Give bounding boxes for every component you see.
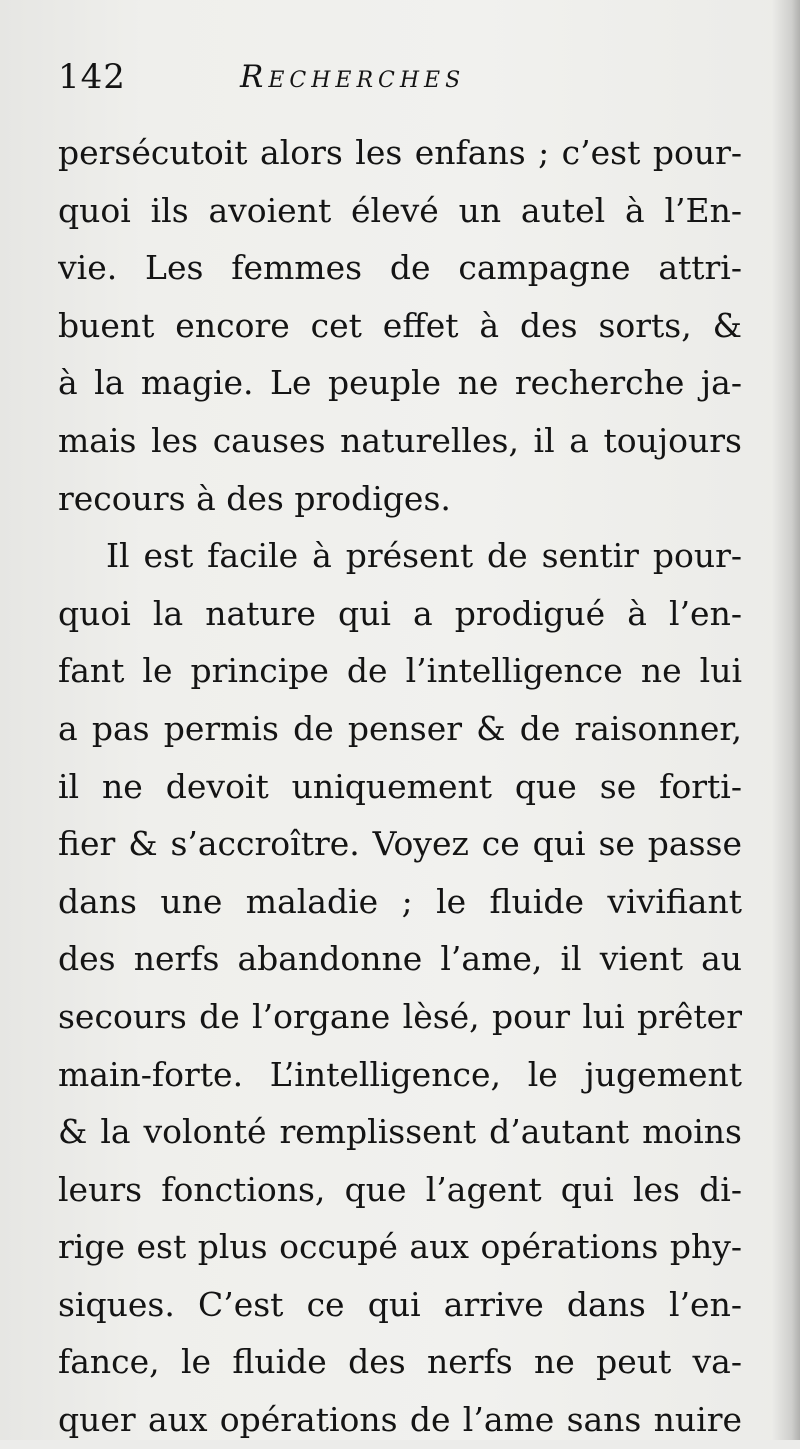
text-line: vie. Les femmes de campagne attri-	[58, 248, 742, 288]
text-line: buent encore cet effet à des sorts, &	[58, 305, 742, 345]
paragraph-start-line: Il est facile à présent de sentir pour-	[106, 536, 742, 576]
text-line: quoi la nature qui a prodigué à l’en-	[58, 593, 742, 633]
text-line: rige est plus occupé aux opérations phy-	[58, 1227, 742, 1267]
body-text	[58, 124, 742, 1449]
text-line: fier & s’accroître. Voyez ce qui se passe	[58, 824, 742, 864]
text-line: siques. C’est ce qui arrive dans l’en-	[58, 1284, 742, 1324]
text-line: mais les causes naturelles, il a toujours	[58, 420, 742, 460]
page-number: 142	[58, 57, 126, 97]
text-line: à la magie. Le peuple ne recherche ja-	[58, 363, 742, 403]
text-line: leurs fonctions, que l’agent qui les di-	[58, 1169, 742, 1209]
text-line: persécutoit alors les enfans ; c’est pour-	[58, 133, 742, 172]
paragraph-end-line: recours à des prodiges.	[58, 478, 451, 518]
text-line: secours de l’organe lèsé, pour lui prêter	[58, 996, 742, 1036]
text-line: main-forte. L’intelligence, le jugement	[58, 1054, 742, 1094]
text-line: fant le principe de l’intelligence ne lui	[58, 651, 742, 691]
text-line: a pas permis de penser & de raisonner,	[58, 708, 742, 748]
text-line: quoi ils avoient élevé un autel à l’En-	[58, 190, 742, 230]
page-edge-shadow	[772, 0, 800, 1440]
running-head	[58, 52, 758, 102]
text-line: il ne devoit uniquement que se forti-	[58, 766, 742, 806]
text-line: dans une maladie ; le fluide vivifiant	[58, 881, 742, 921]
text-line: fance, le fluide des nerfs ne peut va-	[58, 1342, 742, 1382]
text-line: & la volonté remplissent d’autant moins	[58, 1112, 742, 1152]
text-line: des nerfs abandonne l’ame, il vient au	[58, 939, 742, 979]
text-line: quer aux opérations de l’ame sans nuire	[58, 1400, 742, 1440]
running-title: Recherches	[240, 59, 466, 95]
